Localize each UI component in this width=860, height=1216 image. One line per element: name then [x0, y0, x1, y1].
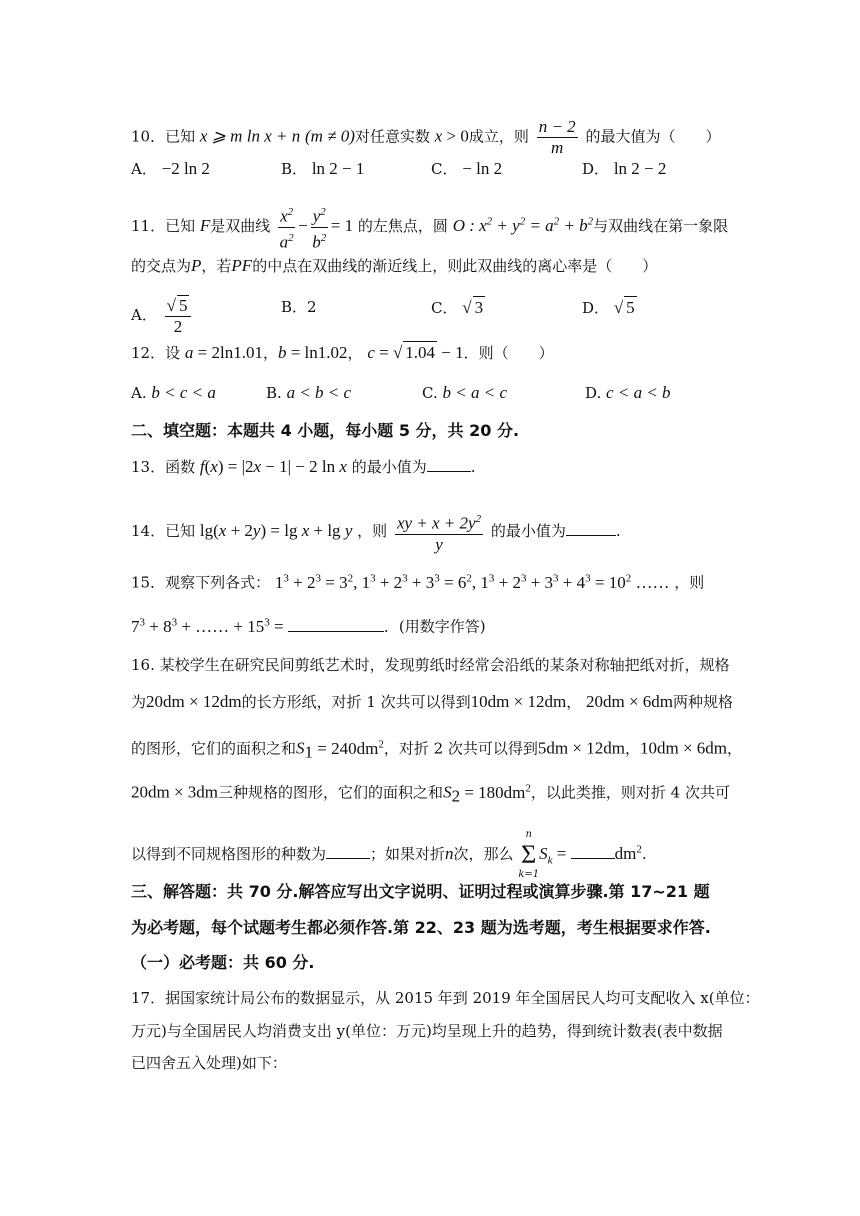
q11-option-a: A． $\frac{√ 5}{2}$ [131, 295, 194, 337]
q12-option-d: D. c < a < b [585, 383, 671, 402]
q11-option-c: C． √ 3 [431, 298, 484, 317]
question-16: 16. 某校学生在研究民间剪纸艺术时，发现剪纸时经常会沿纸的某条对称轴把纸对折，规格 [131, 656, 730, 674]
question-12: 12．设 a = 2ln1.01，b = ln1.02， c = √ 1.04 − 1．则（ ） [131, 343, 554, 362]
q10-option-a: A． −2 ln 2 [131, 159, 210, 178]
section-2-heading: 二、填空题：本题共 4 小题，每小题 5 分，共 20 分. [131, 421, 520, 440]
q10-inequality: x ⩾ m ln x + n [199, 126, 301, 146]
question-16-line5: 以得到不同规格图形的种数为 ；如果对折n次，那么 n Σ k=1 $S_k = dm^2$. [131, 829, 647, 880]
q12-option-a: A. b < c < a [131, 383, 216, 402]
question-13: 13．函数 f(x) = |2x − 1| − 2 ln x 的最小值为 . [131, 457, 476, 476]
question-15: 15．观察下列各式： $1^3 + 2^3 = 3^2$, $1^3 + 2^3 + 3^3 = 6^2$, $1^3 + 2^3 + 3^3 + 4^3 = 10^2$ …… ，则 [131, 572, 705, 592]
question-10: 10．已知 x ⩾ m ln x + n (m ≠ 0)对任意实数 x > 0成立，则 $\frac{n - 2}{m}$ 的最大值为（ ） [131, 117, 721, 157]
section-3-heading-line1: 三、解答题：共 70 分.解答应写出文字说明、证明过程或演算步骤.第 17~21 题 [131, 882, 710, 901]
section-3-heading-line2: 为必考题，每个试题考生都必须作答.第 22、23 题为选考题，考生根据要求作答. [131, 918, 711, 937]
question-11-line2: 的交点为P，若PF的中点在双曲线的渐近线上，则此双曲线的离心率是（ ） [131, 256, 658, 275]
q10-option-d: D． ln 2 − 2 [582, 159, 667, 178]
question-17: 17．据国家统计局公布的数据显示，从 2015 年到 2019 年全国居民人均可支配收入 x(单位： [131, 989, 760, 1007]
question-17-line2: 万元)与全国居民人均消费支出 y(单位：万元)均呈现上升的趋势，得到统计数表(表中数据 [131, 1022, 723, 1040]
q12-option-c: C. b < a < c [422, 383, 507, 402]
q10-fraction: $\frac{n - 2}{m}$ [538, 117, 576, 157]
q12-option-b: B. a < b < c [266, 383, 352, 402]
question-15-line2: $7^3 + 8^3$ + …… + $15^3$ = ．(用数字作答) [131, 616, 486, 636]
q11-option-b: B．2 [281, 298, 317, 316]
q11-option-d: D． √ 5 [582, 298, 635, 317]
question-11: 11．已知 F是双曲线 $\frac{x^2}{a^2}$ − $\frac{y^2}{b^2}$ = 1 的左焦点，圆 O : $x^2 + y^2 = a^2 + b^2$与双曲线在第一象限 [131, 202, 728, 252]
question-16-line4: 20dm × 3dm三种规格的图形，它们的面积之和$S_2 = 180dm^2$，以此类推，则对折 4 次共可 [131, 782, 730, 806]
q10-option-c: C． − ln 2 [431, 159, 503, 178]
question-16-line2: 为20dm × 12dm的长方形纸，对折 1 次共可以得到10dm × 12dm， 20dm × 6dm两种规格 [131, 692, 734, 711]
question-14: 14．已知 lg(x + 2y) = lg x + lg y ，则 $\frac{xy + x + 2y^2}{y}$ 的最小值为 . [131, 509, 621, 555]
question-17-line3: 已四舍五入处理)如下： [131, 1054, 287, 1072]
q10-option-b: B． ln 2 − 1 [281, 159, 365, 178]
section-3-subheading: （一）必考题：共 60 分. [131, 953, 315, 972]
question-16-line3: 的图形，它们的面积之和$S_1 = 240dm^2$，对折 2 次共可以得到5dm × 12dm，10dm × 6dm， [131, 738, 743, 762]
